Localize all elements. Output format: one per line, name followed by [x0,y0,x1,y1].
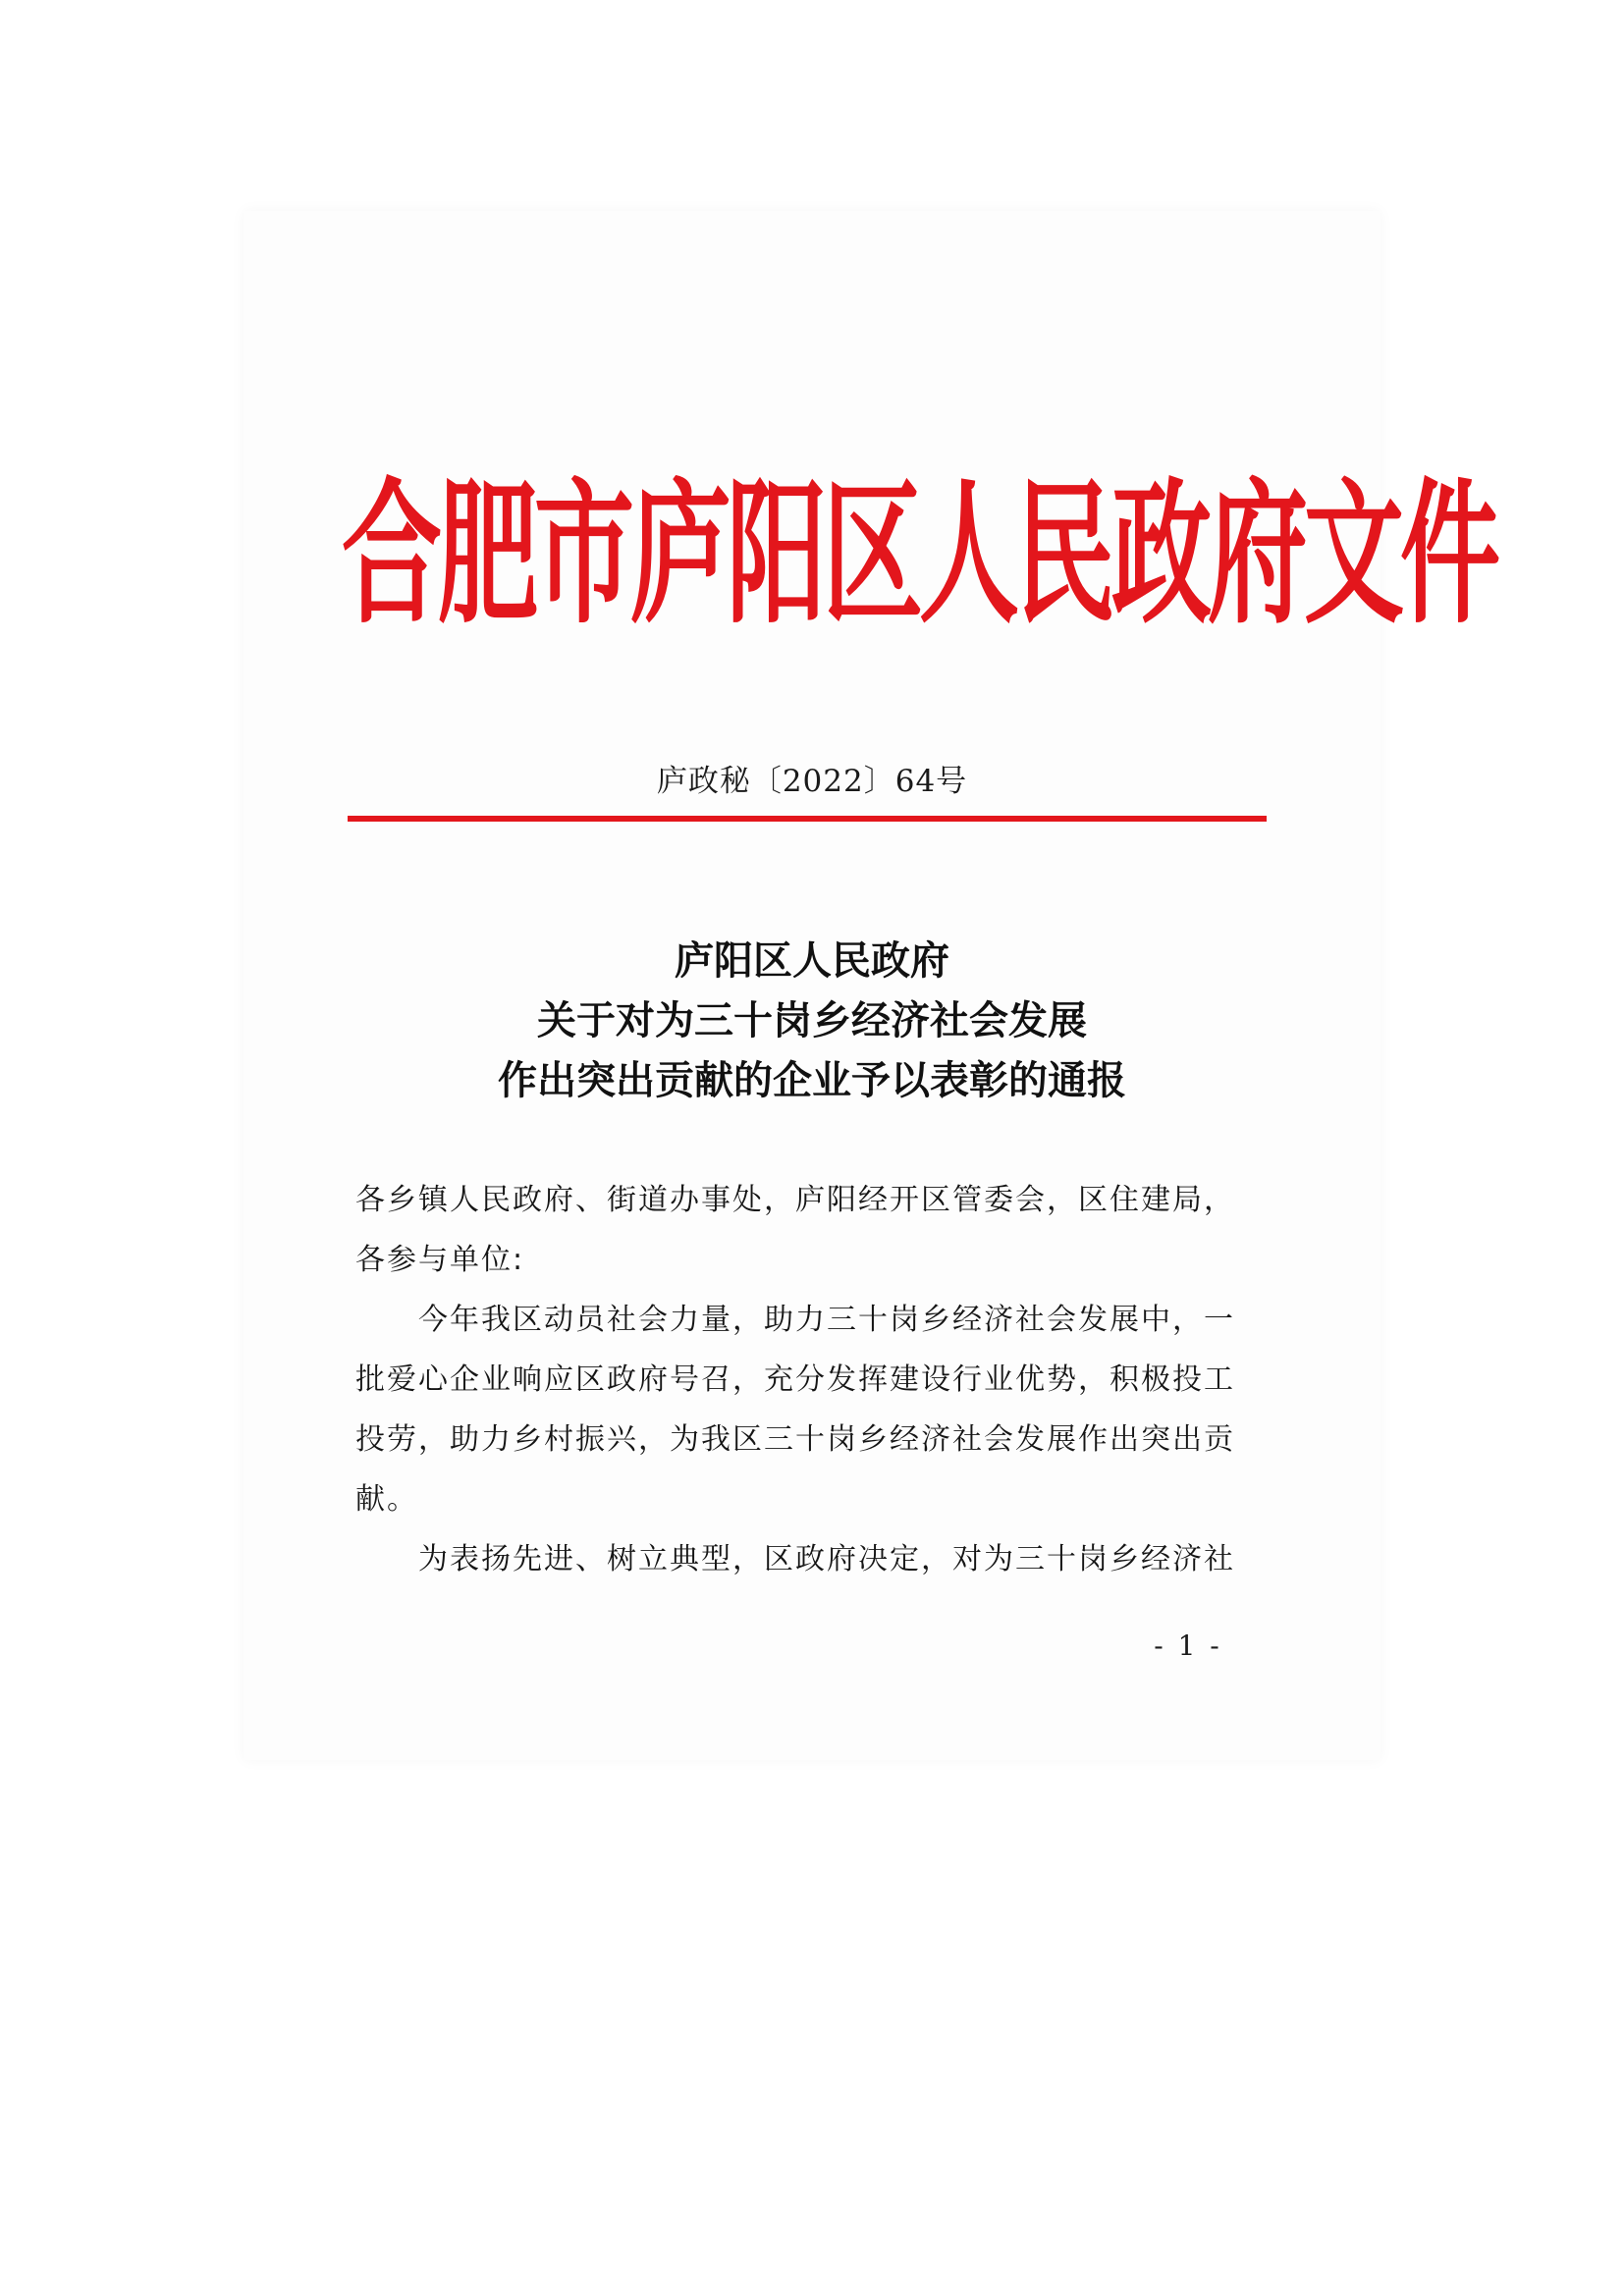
body-paragraph-1: 今年我区动员社会力量，助力三十岗乡经济社会发展中，一批爱心企业响应区政府号召，充分发挥建设行业优势，积极投工投劳，助力乡村振兴，为我区三十岗乡经济社会发展作出突出贡献。 [355,1303,1235,1517]
document-number: 庐政秘〔2022〕64号 [656,764,968,799]
page-number: - 1 - [1154,1629,1222,1662]
recipients-line: 各乡镇人民政府、街道办事处，庐阳经开区管委会，区住建局，各参与单位: [355,1183,1235,1277]
red-separator-rule [348,816,1267,822]
notice-title-line-1: 庐阳区人民政府 [675,937,949,984]
notice-title [0,931,1624,1110]
issuer-masthead: 合肥市庐阳区人民政府文件 [342,463,1496,646]
notice-title-line-2: 关于对为三十岗乡经济社会发展 [537,997,1087,1043]
body-paragraph-2: 为表扬先进、树立典型，区政府决定，对为三十岗乡经济社 [418,1542,1235,1576]
notice-title-line-3: 作出突出贡献的企业予以表彰的通报 [498,1057,1126,1103]
notice-body [355,1170,1259,1589]
